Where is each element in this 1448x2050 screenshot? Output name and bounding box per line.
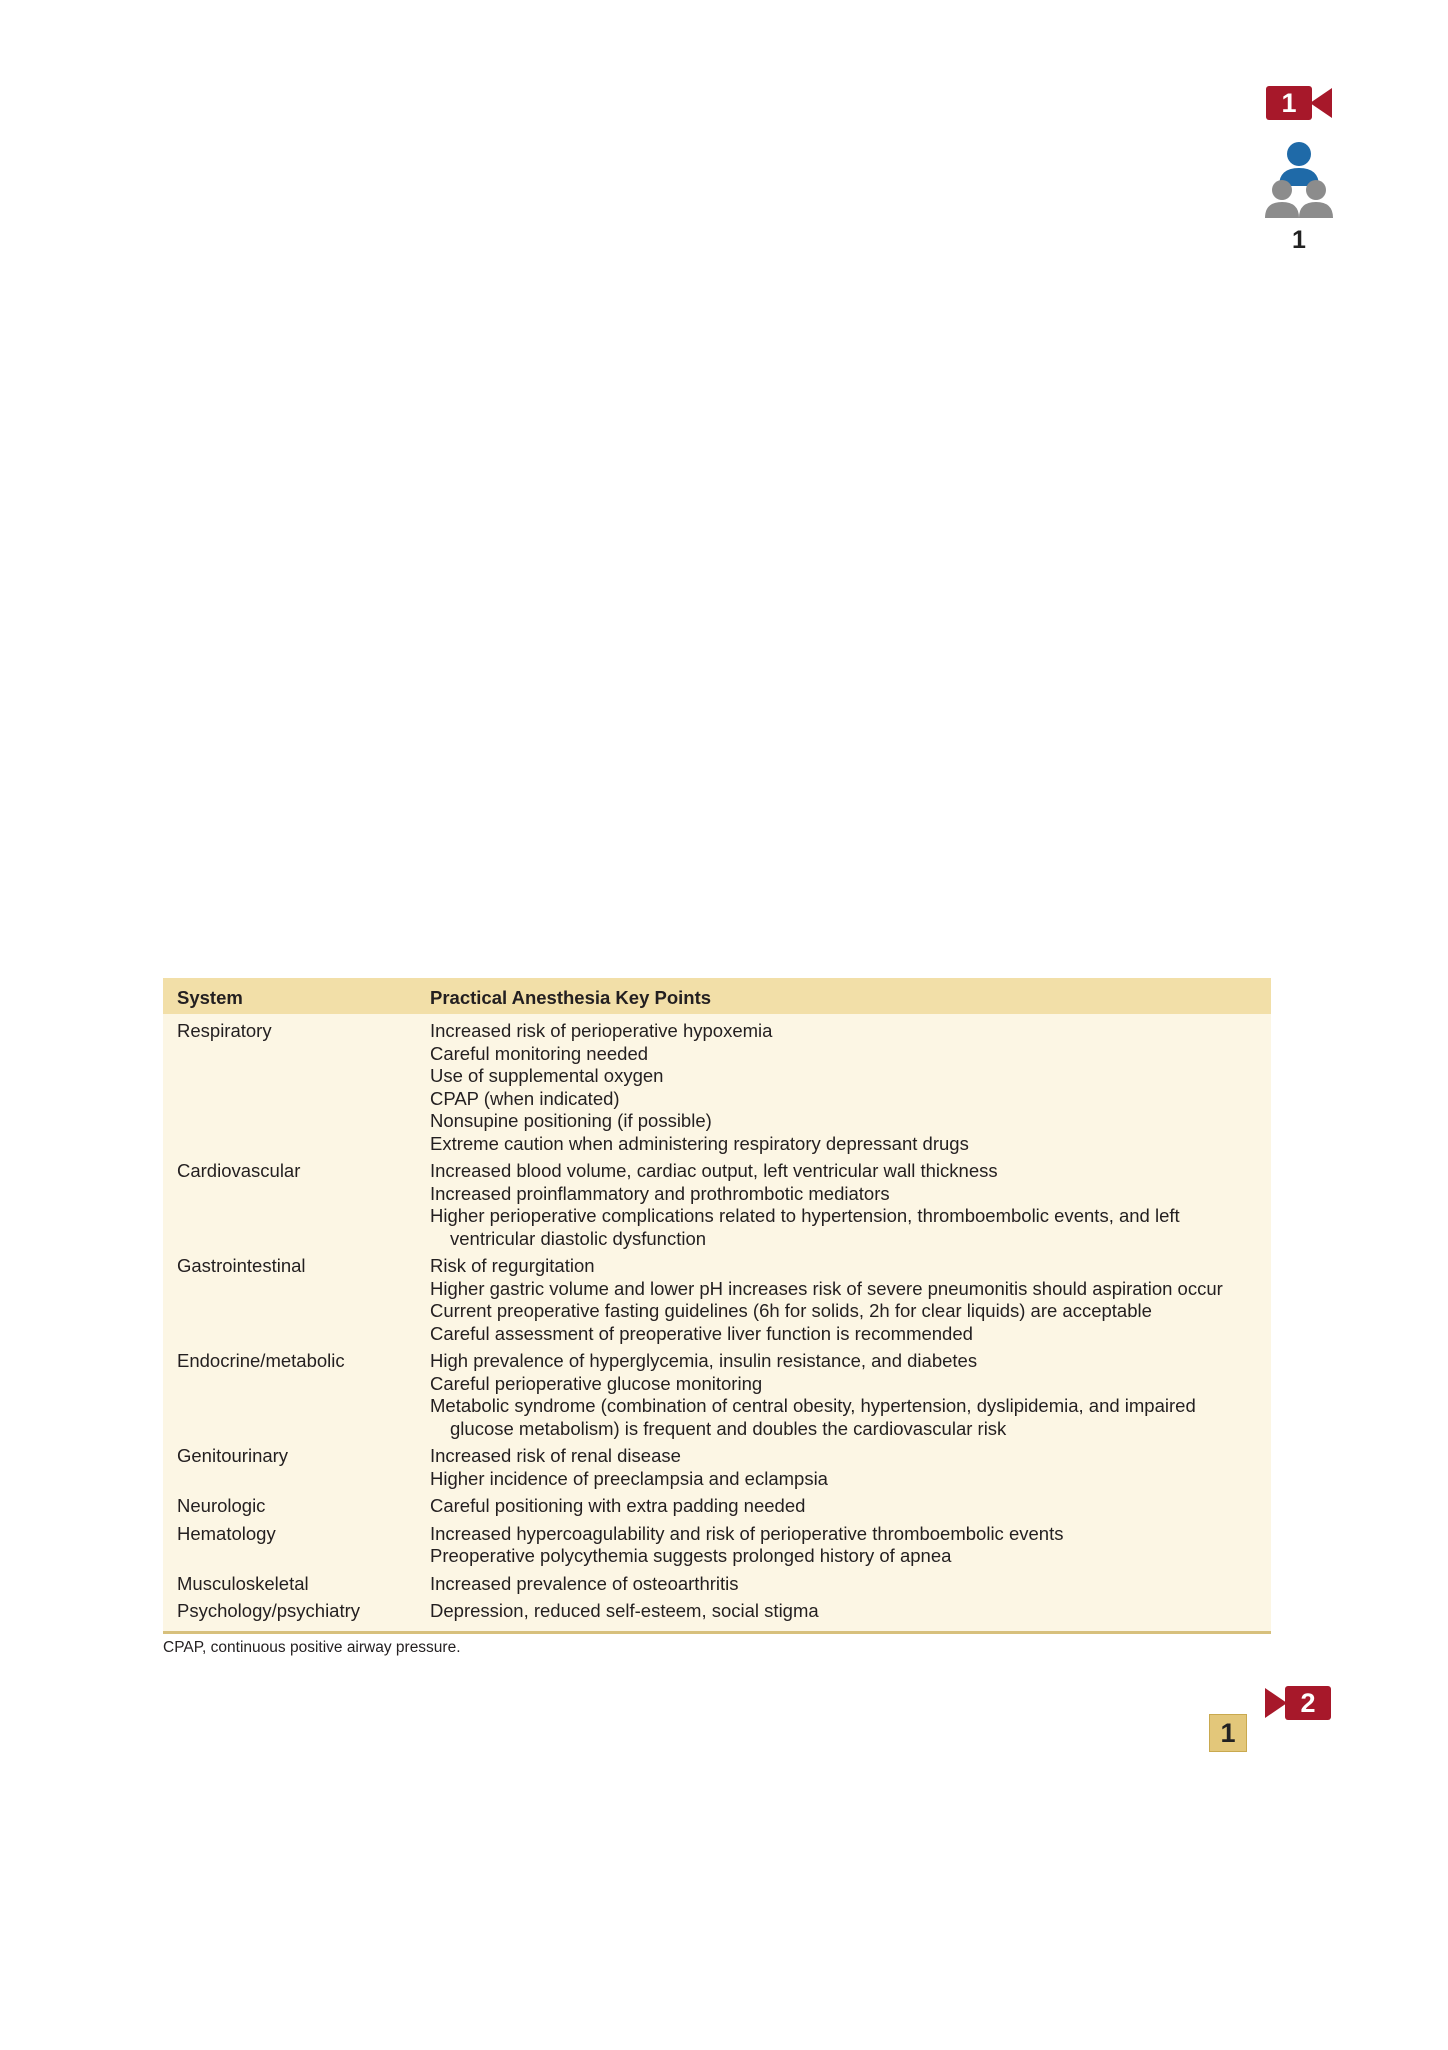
video-badge-number: 1 bbox=[1266, 86, 1312, 120]
key-points-cell bbox=[430, 1493, 1271, 1521]
key-point-item: Preoperative polycythemia suggests prolonged history of apnea bbox=[430, 1545, 952, 1566]
key-points-cell bbox=[430, 1521, 1271, 1571]
key-points-cell bbox=[430, 1443, 1271, 1493]
table-row bbox=[163, 1014, 1271, 1158]
system-cell: Psychology/psychiatry bbox=[177, 1600, 361, 1621]
key-points-cell bbox=[430, 1253, 1271, 1348]
key-point-item: Risk of regurgitation bbox=[430, 1255, 595, 1276]
key-points-cell bbox=[430, 1014, 1271, 1158]
people-group-icon[interactable] bbox=[1263, 140, 1335, 222]
key-point-item: Depression, reduced self-esteem, social stigma bbox=[430, 1600, 819, 1621]
system-cell: Endocrine/metabolic bbox=[177, 1350, 345, 1371]
people-count-label: 1 bbox=[1292, 226, 1306, 254]
key-point-item: Higher perioperative complications related to hypertension, thromboembolic events, and left ventricular diastolic dysfunction bbox=[430, 1205, 1180, 1249]
video-badge-2[interactable] bbox=[1265, 1686, 1333, 1720]
key-point-item: Increased hypercoagulability and risk of perioperative thromboembolic events bbox=[430, 1522, 1064, 1544]
key-point-item: Careful monitoring needed bbox=[430, 1042, 649, 1064]
video-badge-number: 2 bbox=[1285, 1686, 1331, 1720]
column-header-key-points: Practical Anesthesia Key Points bbox=[430, 978, 1271, 1014]
video-badge-1[interactable] bbox=[1266, 86, 1332, 120]
key-point-item: Use of supplemental oxygen bbox=[430, 1065, 664, 1086]
key-point-item: High prevalence of hyperglycemia, insulin resistance, and diabetes bbox=[430, 1350, 978, 1371]
column-header-system: System bbox=[163, 978, 430, 1014]
key-point-item: Careful perioperative glucose monitoring bbox=[430, 1372, 763, 1394]
key-points-cell bbox=[430, 1348, 1271, 1443]
table-body bbox=[163, 1014, 1271, 1632]
key-point-item: Increased risk of renal disease bbox=[430, 1445, 681, 1466]
system-cell: Gastrointestinal bbox=[177, 1255, 306, 1276]
key-point-item: Current preoperative fasting guidelines (6h for solids, 2h for clear liquids) are acceptable bbox=[430, 1300, 1152, 1321]
table-row bbox=[163, 1158, 1271, 1253]
system-cell: Respiratory bbox=[177, 1020, 272, 1041]
key-points-cell bbox=[430, 1571, 1271, 1599]
system-cell: Hematology bbox=[177, 1522, 276, 1544]
table-row bbox=[163, 1598, 1271, 1632]
key-points-cell bbox=[430, 1598, 1271, 1632]
key-points-cell bbox=[430, 1158, 1271, 1253]
key-point-item: Higher gastric volume and lower pH increases risk of severe pneumonitis should aspiration occur bbox=[430, 1277, 1223, 1299]
anesthesia-key-points-table bbox=[163, 978, 1271, 1634]
key-point-item: Increased proinflammatory and prothrombotic mediators bbox=[430, 1182, 890, 1204]
system-cell: Neurologic bbox=[177, 1495, 266, 1516]
table-row bbox=[163, 1253, 1271, 1348]
video-camera-icon bbox=[1265, 1686, 1287, 1720]
key-points-table-container bbox=[163, 978, 1271, 1657]
key-point-item: Extreme caution when administering respiratory depressant drugs bbox=[430, 1132, 969, 1154]
table-row bbox=[163, 1443, 1271, 1493]
table-row bbox=[163, 1571, 1271, 1599]
table-row bbox=[163, 1493, 1271, 1521]
key-point-item: Careful assessment of preoperative liver function is recommended bbox=[430, 1322, 973, 1344]
table-footnote: CPAP, continuous positive airway pressure. bbox=[163, 1638, 461, 1656]
key-point-item: Careful positioning with extra padding needed bbox=[430, 1495, 806, 1516]
video-camera-icon bbox=[1310, 86, 1332, 120]
key-point-item: Nonsupine positioning (if possible) bbox=[430, 1110, 712, 1131]
key-point-item: Higher incidence of preeclampsia and eclampsia bbox=[430, 1467, 828, 1489]
key-point-item: Increased prevalence of osteoarthritis bbox=[430, 1572, 739, 1594]
note-marker-badge[interactable]: 1 bbox=[1209, 1714, 1247, 1752]
table-header-row bbox=[163, 978, 1271, 1014]
system-cell: Musculoskeletal bbox=[177, 1572, 309, 1594]
key-point-item: Metabolic syndrome (combination of central obesity, hypertension, dyslipidemia, and impaired glucose metabolism) is frequent and doubles the cardiovascular risk bbox=[430, 1395, 1196, 1439]
key-point-item: CPAP (when indicated) bbox=[430, 1087, 620, 1109]
system-cell: Cardiovascular bbox=[177, 1160, 301, 1181]
table-row bbox=[163, 1348, 1271, 1443]
system-cell: Genitourinary bbox=[177, 1445, 289, 1466]
key-point-item: Increased blood volume, cardiac output, left ventricular wall thickness bbox=[430, 1160, 998, 1181]
table-row bbox=[163, 1521, 1271, 1571]
key-point-item: Increased risk of perioperative hypoxemia bbox=[430, 1020, 773, 1041]
